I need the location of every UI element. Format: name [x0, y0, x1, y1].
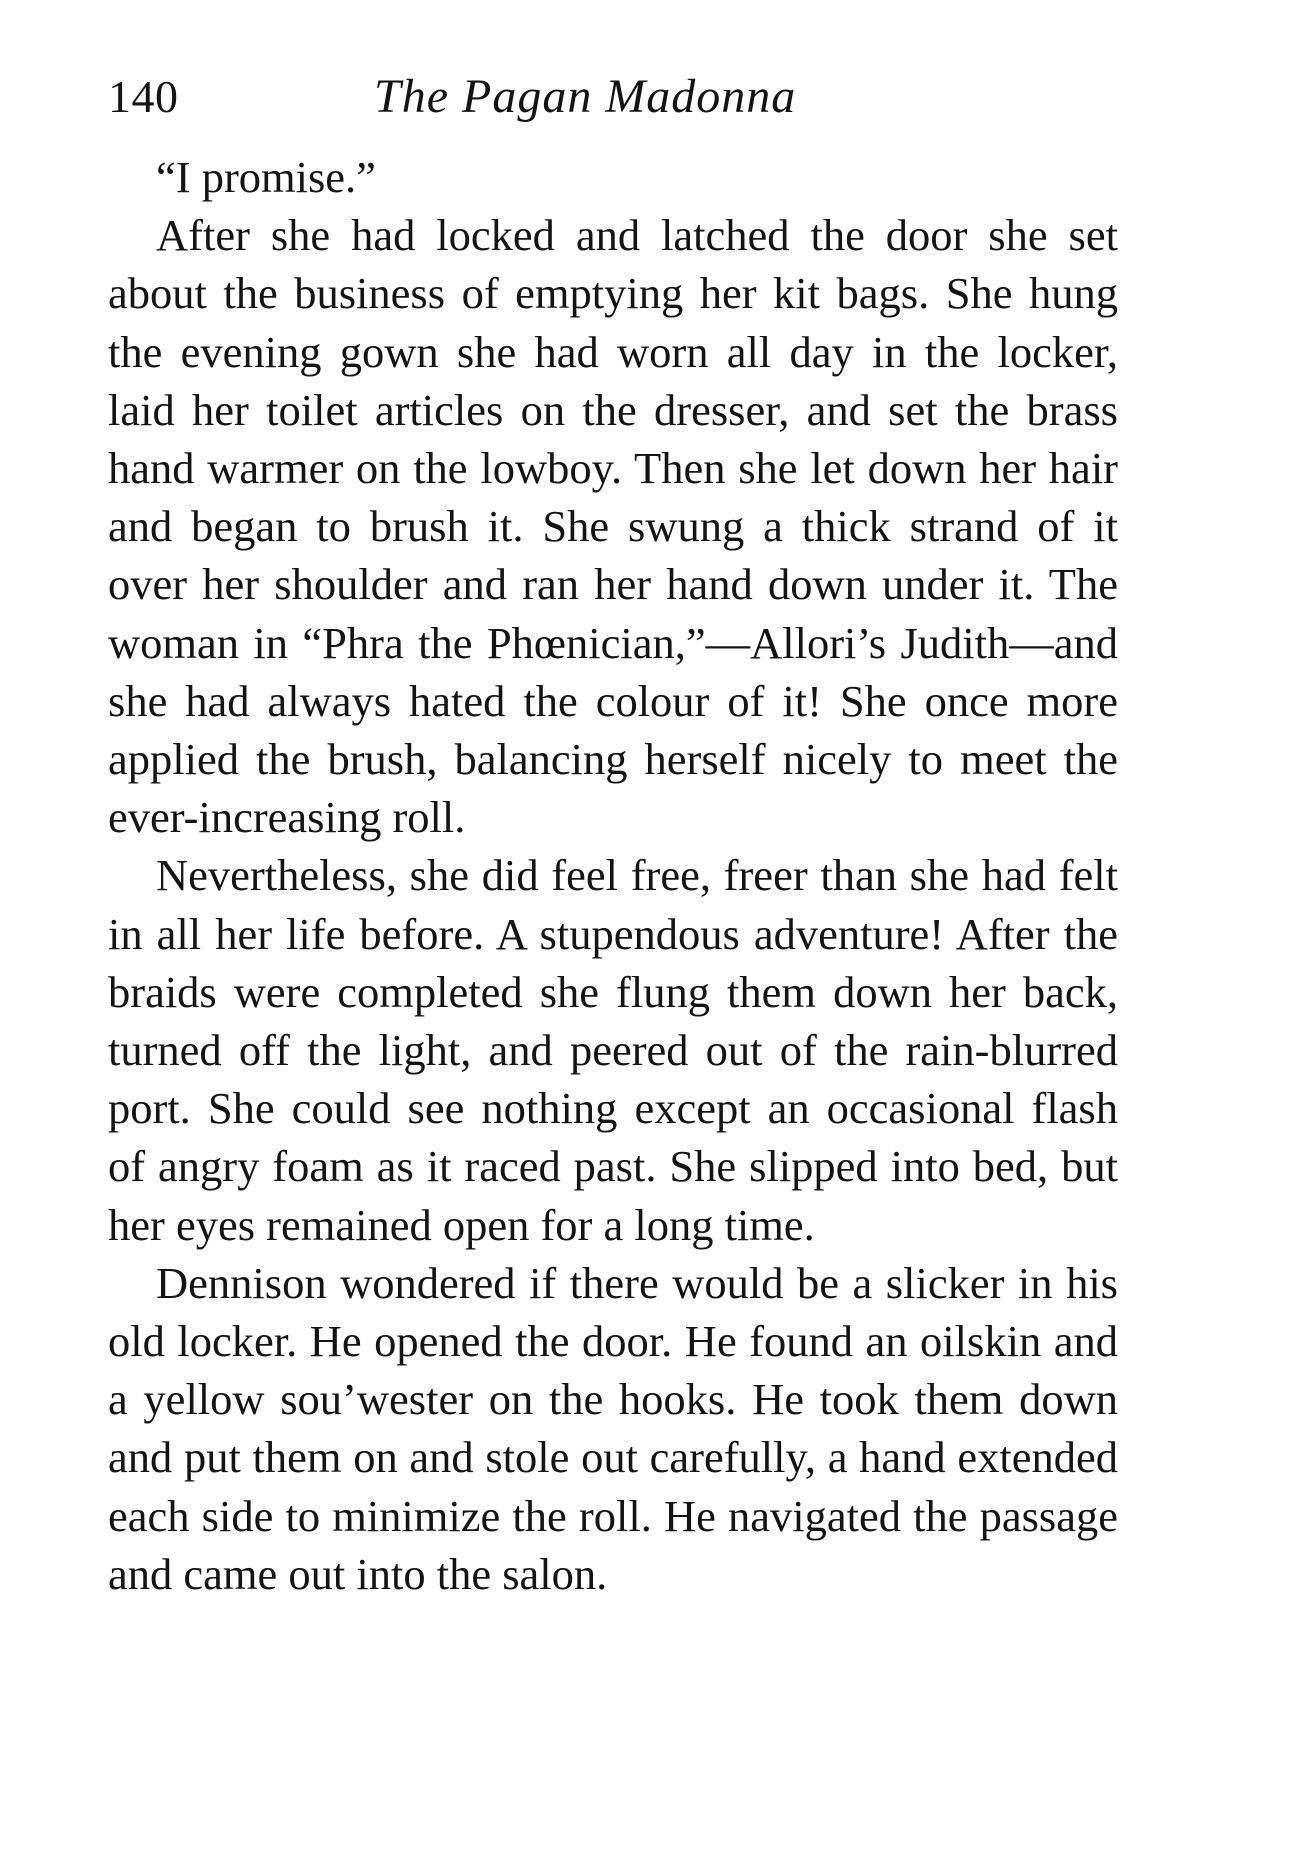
running-title: The Pagan Madonna	[374, 70, 797, 123]
page-header	[108, 62, 1118, 132]
paragraph-dialogue: “I promise.”	[156, 152, 376, 202]
body-text	[108, 148, 1118, 1603]
paragraph-kit-bags: After she had locked and latched the door she set about the business of emptying her kit bags. She hung the evening gown she had worn all day in the locker, laid her toilet articles on the dresser, and set the brass hand warmer on the lowboy. Then she let down her hair and began to brush it. She swung a thick strand of it over her shoulder and ran her hand down under it. The woman in “Phra the Phœnician,”—Allori’s Judith—and she had always hated the colour of it! She once more applied the brush, balancing herself nicely to meet the ever-increasing roll.	[108, 210, 1118, 843]
paragraph-adventure: Nevertheless, she did feel free, freer than she had felt in all her life before. A stupendous adventure! After the braids were completed she flung them down her back, turned off the light, and peered out of the rain-blurred port. She could see nothing except an occasional flash of angry foam as it raced past. She slipped into bed, but her eyes remained open for a long time.	[108, 850, 1118, 1250]
page-number: 140	[108, 71, 179, 122]
paragraph-dennison: Dennison wondered if there would be a slicker in his old locker. He opened the door. He found an oilskin and a yellow sou’wester on the hooks. He took them down and put them on and stole out carefully, a hand extended each side to minimize the roll. He navigated the passage and came out into the salon.	[108, 1257, 1118, 1599]
